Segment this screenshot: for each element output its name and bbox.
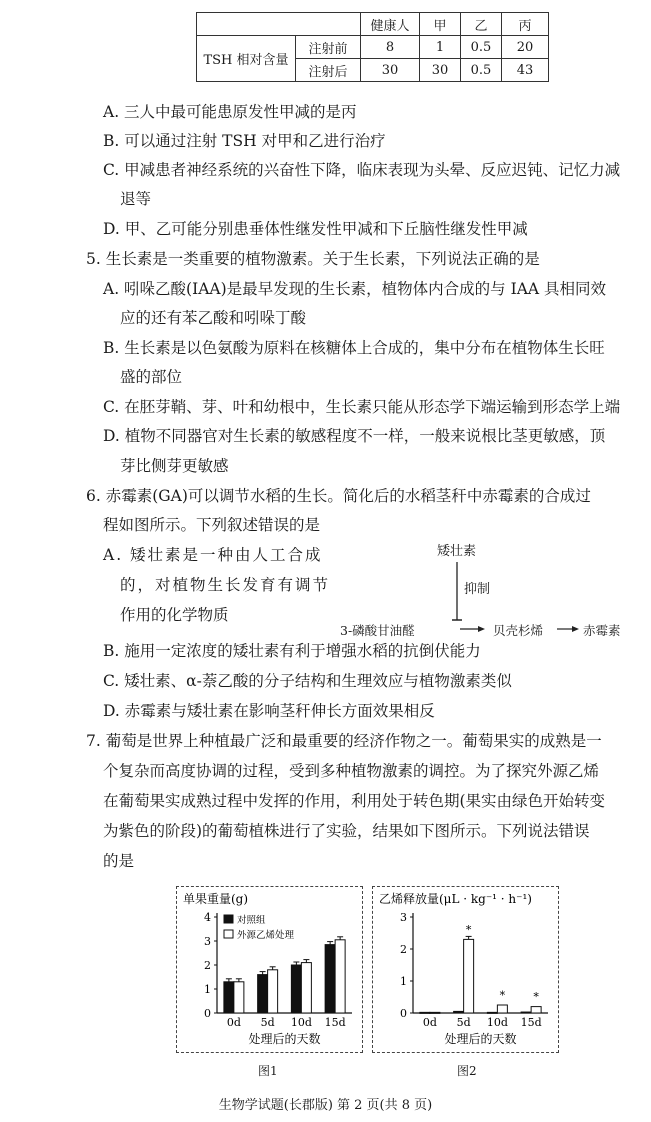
figure-2-caption: 图2 <box>457 1064 477 1078</box>
figure-1-caption: 图1 <box>258 1064 278 1078</box>
table-cell: 30 <box>361 59 420 82</box>
arrow-1-head <box>478 626 485 632</box>
q5-option-d-cont: 芽比侧芽更敏感 <box>120 457 229 475</box>
bar <box>224 982 234 1013</box>
q7-stem-3: 在葡萄果实成熟过程中发挥的作用，利用处于转色期(果实由绿色开始转变 <box>103 792 606 810</box>
q7-stem-5: 的是 <box>103 852 135 870</box>
x-tick-label: 5d <box>456 1016 471 1029</box>
bar <box>454 1011 464 1013</box>
page-footer: 生物学试题(长郡版) 第 2 页(共 8 页) <box>218 1098 433 1113</box>
table-header-cell: 丙 <box>502 13 549 36</box>
q6-stem: 6. 赤霉素(GA)可以调节水稻的生长。简化后的水稻茎秆中赤霉素的合成过 <box>86 487 591 505</box>
bar <box>258 975 268 1013</box>
q7-stem-4: 为紫色的阶段)的葡萄植株进行了实验，结果如下图所示。下列说法错误 <box>103 822 590 840</box>
table-header-cell: 乙 <box>461 13 502 36</box>
arrow-2-head <box>572 626 579 632</box>
y-tick-label: 1 <box>204 983 211 996</box>
legend-label: 外源乙烯处理 <box>237 930 295 941</box>
bar <box>301 963 311 1013</box>
bar <box>430 1012 440 1013</box>
diagram-ccc-label: 矮壮素 <box>437 544 477 559</box>
chart-fruit-weight <box>177 887 362 1052</box>
table-cell: 8 <box>361 36 420 59</box>
bar <box>268 970 278 1013</box>
table-cell: 43 <box>502 59 549 82</box>
x-tick-label: 10d <box>290 1016 312 1029</box>
chart-title: 单果重量(g) <box>183 892 249 906</box>
q4-option-d: D. 甲、乙可能分别患垂体性继发性甲减和下丘脑性继发性甲减 <box>103 220 528 238</box>
diagram-inhibit-label: 抑制 <box>464 582 491 597</box>
bar <box>291 965 301 1013</box>
y-tick-label: 2 <box>400 943 407 956</box>
y-tick-label: 3 <box>400 911 407 924</box>
significance-mark: * <box>465 923 472 937</box>
table-cell: 0.5 <box>461 59 502 82</box>
table-row <box>197 36 549 59</box>
significance-mark: * <box>533 990 539 1004</box>
row-label: 注射前 <box>296 36 361 59</box>
x-tick-label: 15d <box>324 1016 346 1029</box>
q6-option-c: C. 矮壮素、α-萘乙酸的分子结构和生理效应与植物激素类似 <box>103 672 512 690</box>
x-tick-label: 10d <box>486 1016 508 1029</box>
q6-option-d: D. 赤霉素与矮壮素在影响茎秆伸长方面效果相反 <box>103 702 435 720</box>
diagram-step2: 贝壳杉烯 <box>493 623 544 638</box>
q6-option-a: A. 矮壮素是一种由人工合成 <box>103 546 323 564</box>
row-label: 注射后 <box>296 59 361 82</box>
legend-swatch <box>224 930 233 938</box>
q6-option-b: B. 施用一定浓度的矮壮素有利于增强水稻的抗倒伏能力 <box>103 642 481 660</box>
x-tick-label: 0d <box>226 1016 241 1029</box>
significance-mark: * <box>499 989 506 1002</box>
y-tick-label: 0 <box>204 1007 211 1020</box>
gibberellin-pathway-diagram <box>340 540 640 640</box>
q5-option-a-cont: 应的还有苯乙酸和吲哚丁酸 <box>120 309 307 327</box>
bar <box>531 1007 541 1013</box>
q4-option-c-cont: 退等 <box>120 190 152 208</box>
figure-2-frame <box>372 886 559 1053</box>
q5-option-a: A. 吲哚乙酸(IAA)是最早发现的生长素，植物体内合成的与 IAA 具相同效 <box>103 280 607 298</box>
q5-option-d: D. 植物不同器官对生长素的敏感程度不一样，一般来说根比茎更敏感，顶 <box>103 427 606 445</box>
x-tick-label: 5d <box>260 1016 275 1029</box>
diagram-step3: 赤霉素 <box>583 623 621 638</box>
tsh-table <box>196 12 549 82</box>
bar <box>234 982 244 1013</box>
q4-option-b: B. 可以通过注射 TSH 对甲和乙进行治疗 <box>103 132 386 150</box>
figure-1-frame <box>176 886 363 1053</box>
q5-option-b-cont: 盛的部位 <box>120 368 183 386</box>
table-cell: 20 <box>502 36 549 59</box>
row-group-label: TSH 相对含量 <box>197 36 296 82</box>
x-tick-label: 15d <box>520 1016 542 1029</box>
diagram-step1: 3-磷酸甘油醛 <box>340 623 415 638</box>
x-axis-label: 处理后的天数 <box>444 1032 517 1046</box>
bar <box>487 1012 497 1013</box>
chart-ethylene-release <box>373 887 558 1052</box>
table-corner <box>197 13 361 36</box>
bar <box>325 945 335 1013</box>
y-tick-label: 2 <box>204 959 211 972</box>
table-cell: 1 <box>420 36 461 59</box>
y-tick-label: 1 <box>400 975 407 988</box>
q7-stem-2: 个复杂而高度协调的过程，受到多种植物激素的调控。为了探究外源乙烯 <box>103 762 600 780</box>
chart-title: 乙烯释放量(μL · kg⁻¹ · h⁻¹) <box>379 892 532 906</box>
q4-option-c: C. 甲减患者神经系统的兴奋性下降，临床表现为头晕、反应迟钝、记忆力减 <box>103 161 621 179</box>
bar <box>497 1005 507 1013</box>
q5-option-c: C. 在胚芽鞘、芽、叶和幼根中，生长素只能从形态学下端运输到形态学上端 <box>103 398 621 416</box>
table-header-row <box>197 13 549 36</box>
table-cell: 30 <box>420 59 461 82</box>
q6-stem-cont: 程如图所示。下列叙述错误的是 <box>103 516 321 534</box>
q4-option-a: A. 三人中最可能患原发性甲减的是丙 <box>103 103 357 121</box>
y-tick-label: 3 <box>204 935 211 948</box>
table-cell: 0.5 <box>461 36 502 59</box>
y-tick-label: 4 <box>204 911 211 924</box>
q5-option-b: B. 生长素是以色氨酸为原料在核糖体上合成的，集中分布在植物体生长旺 <box>103 339 605 357</box>
table-header-cell: 甲 <box>420 13 461 36</box>
table-header-cell: 健康人 <box>361 13 420 36</box>
q7-stem-1: 7. 葡萄是世界上种植最广泛和最重要的经济作物之一。葡萄果实的成熟是一 <box>86 732 602 750</box>
bar <box>521 1012 531 1013</box>
q5-stem: 5. 生长素是一类重要的植物激素。关于生长素，下列说法正确的是 <box>86 250 540 268</box>
legend-swatch <box>224 915 233 923</box>
x-axis-label: 处理后的天数 <box>248 1032 321 1046</box>
bar <box>464 939 474 1013</box>
bar <box>420 1012 430 1013</box>
q6-option-a-cont2: 作用的化学物质 <box>120 606 229 624</box>
bar <box>335 940 345 1013</box>
y-tick-label: 0 <box>400 1007 407 1020</box>
q6-option-a-cont: 的，对植物生长发育有调节 <box>120 576 331 594</box>
x-tick-label: 0d <box>422 1016 437 1029</box>
legend-label: 对照组 <box>237 915 266 926</box>
